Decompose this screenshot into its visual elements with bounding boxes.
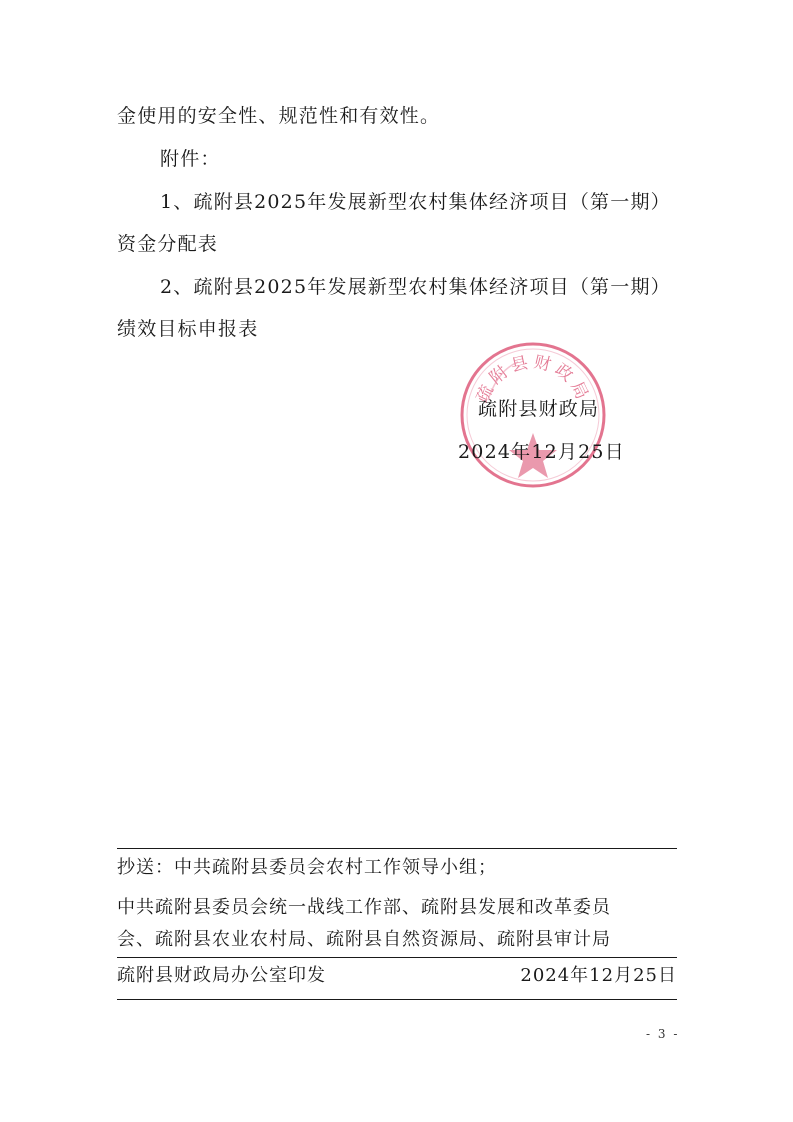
issuer-signature: 疏附县财政局 [478,398,600,420]
attachments-label: 附件： [160,148,221,170]
paragraph-continuation: 金使用的安全性、规范性和有效性。 [117,105,441,127]
footer-top-rule [117,848,677,849]
cc-line-1: 抄送：中共疏附县委员会农村工作领导小组； [117,857,497,878]
svg-text:疏附县财政局: 疏附县财政局 [472,352,594,407]
issue-date: 2024年12月25日 [458,441,625,463]
attachment-2-title: 2、疏附县2025年发展新型农村集体经济项目（第一期） [160,276,671,298]
attachment-1-title-cont: 资金分配表 [117,233,219,255]
attachment-1-title: 1、疏附县2025年发展新型农村集体经济项目（第一期） [160,191,671,213]
cc-line-2: 中共疏附县委员会统一战线工作部、疏附县发展和改革委员 [117,897,611,918]
page-number: - 3 - [646,1027,680,1041]
footer-bottom-rule [117,999,677,1000]
printed-date: 2024年12月25日 [520,965,677,986]
printed-by-row [117,964,677,988]
cc-line-3: 会、疏附县农业农村局、疏附县自然资源局、疏附县审计局 [117,929,611,950]
footer-middle-rule [117,957,677,958]
printed-by: 疏附县财政局办公室印发 [117,965,326,986]
attachment-2-title-cont: 绩效目标申报表 [117,318,259,340]
